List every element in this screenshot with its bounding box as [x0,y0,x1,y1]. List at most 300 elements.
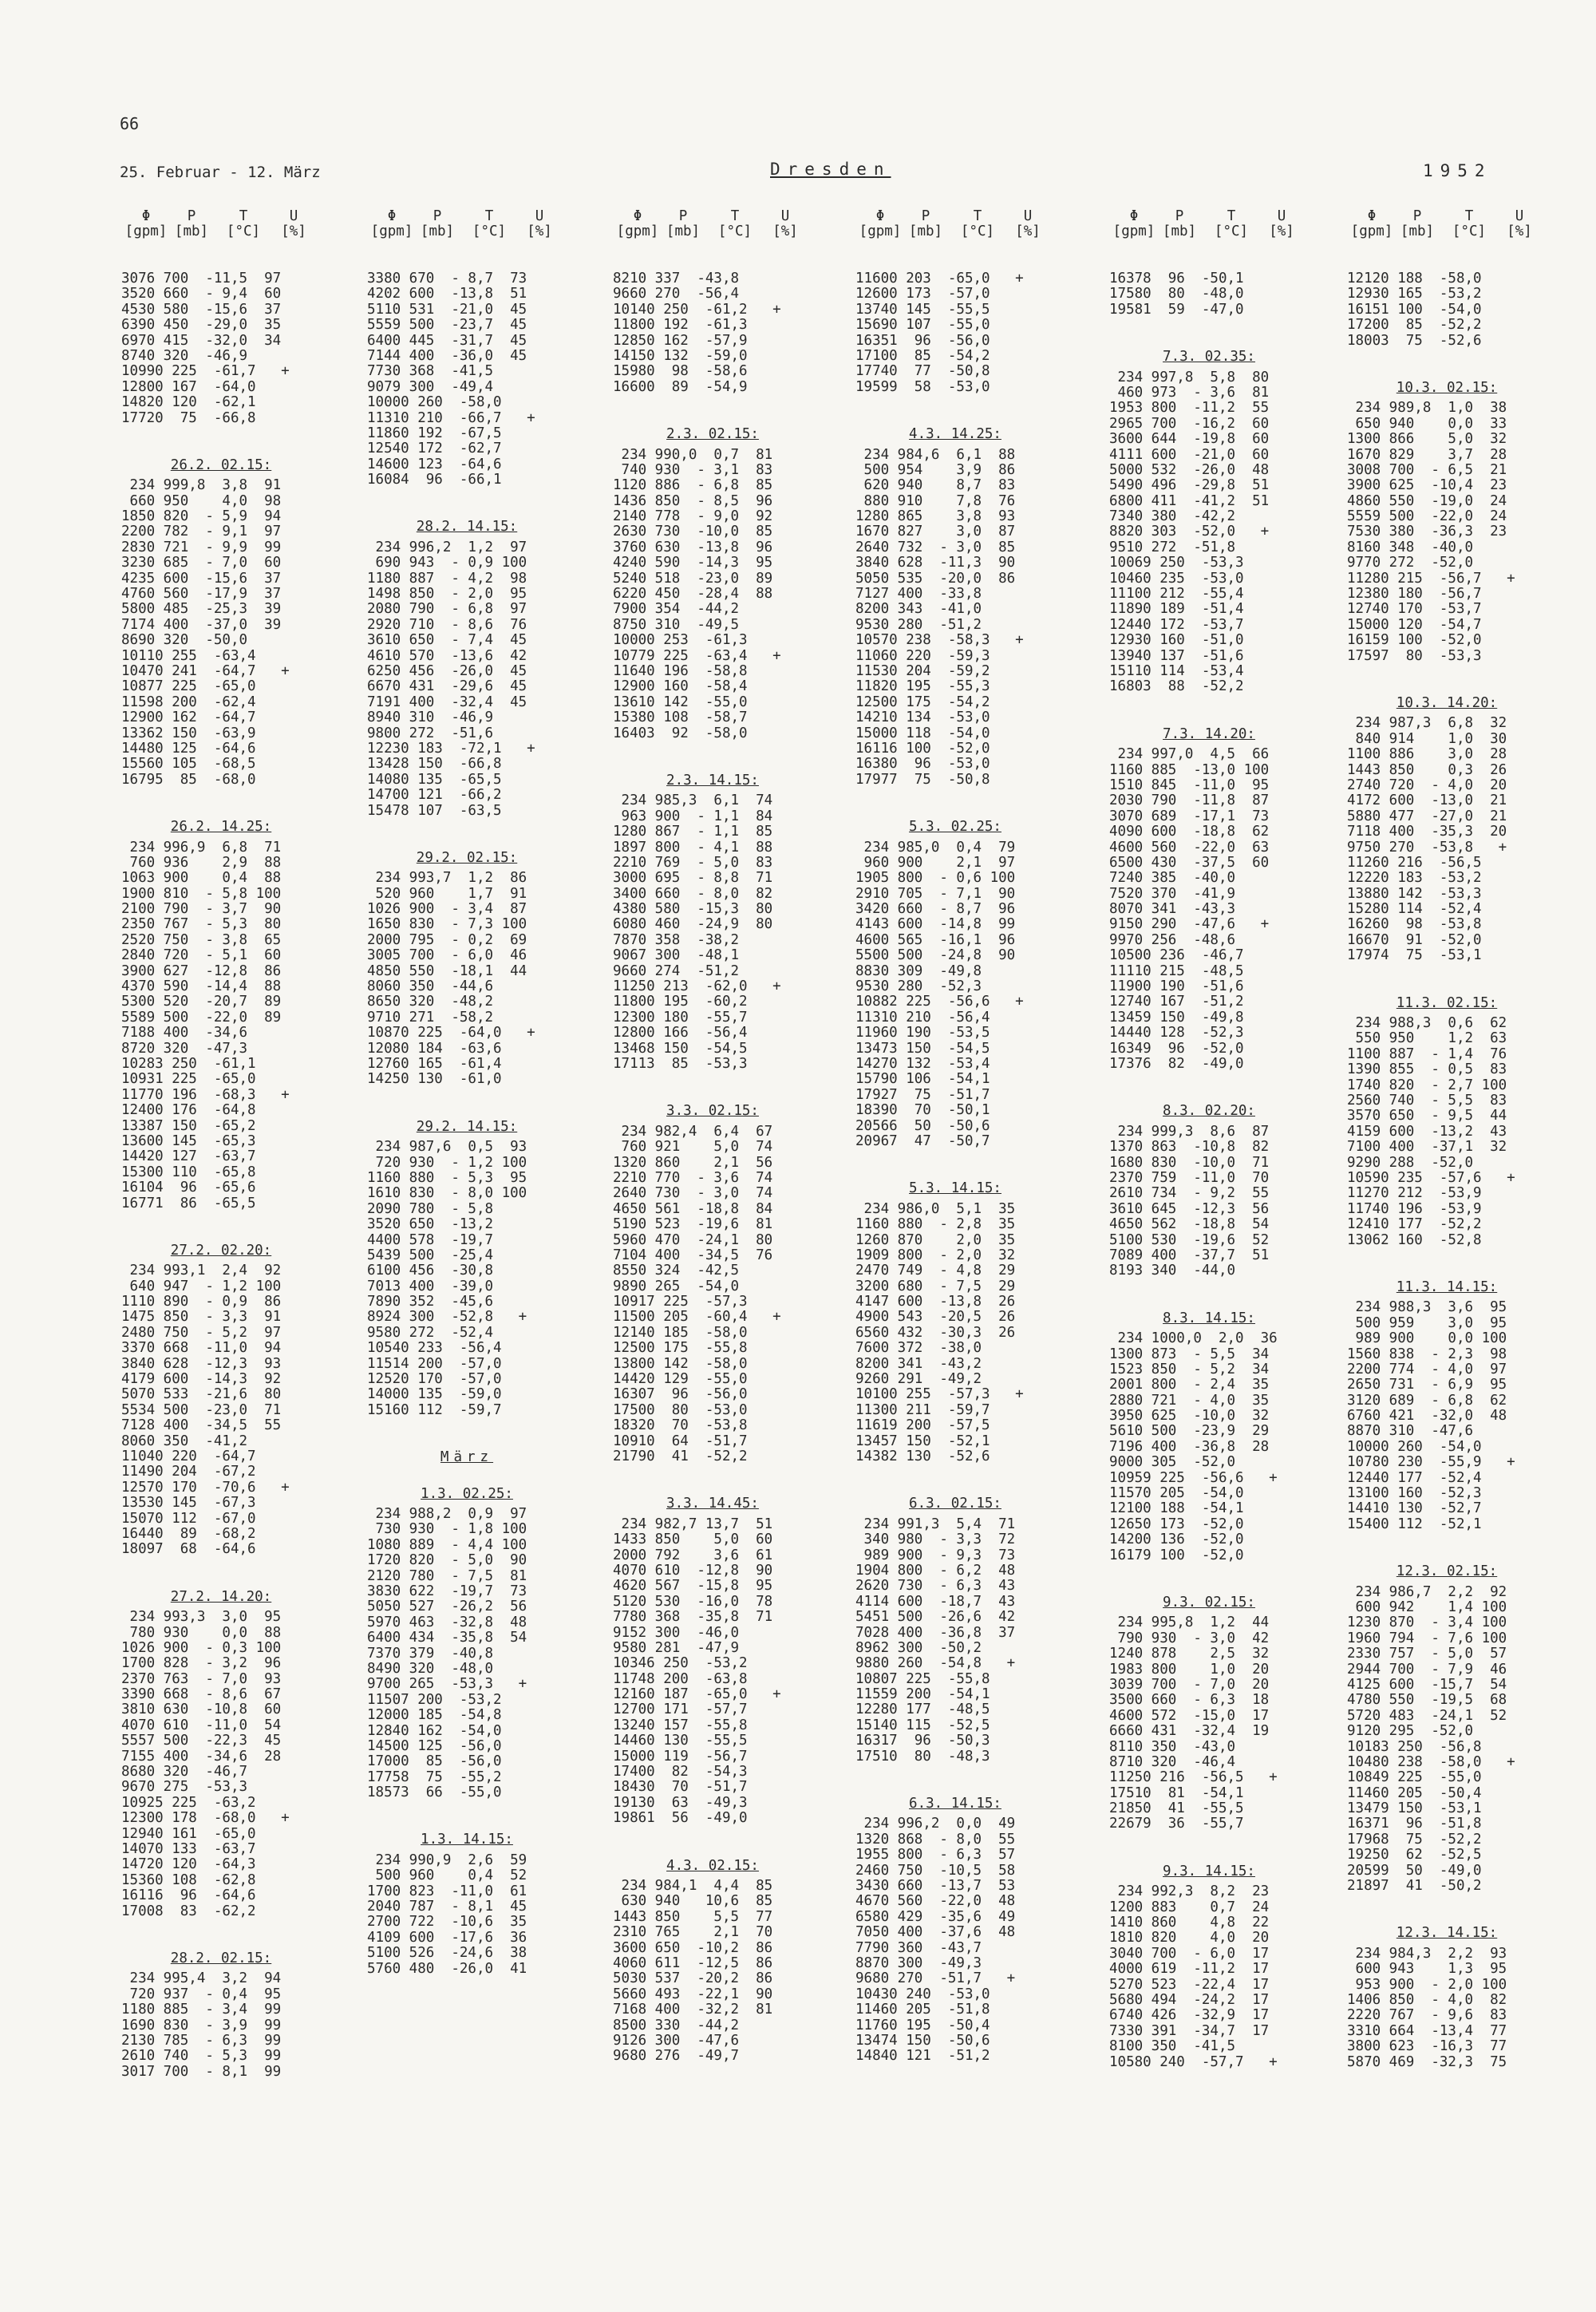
data-row: 2350 767 - 5,3 80 [121,916,282,933]
data-row: 16378 96 -50,1 [1109,271,1244,287]
data-row: 4202 600 -13,8 51 [367,286,527,302]
data-row: 4179 600 -14,3 92 [121,1371,282,1388]
header-symbol: P [921,208,930,224]
data-row: 760 921 5,0 74 [613,1139,773,1156]
data-row: 2700 722 -10,6 35 [367,1914,527,1931]
data-row: 15380 108 -58,7 [613,709,748,726]
data-row: 12650 173 -52,0 [1109,1516,1244,1532]
data-row: 6970 415 -32,0 34 [121,332,282,349]
data-row: 780 930 0,0 88 [121,1624,282,1641]
data-row: 4600 560 -22,0 63 [1109,839,1270,856]
data-row: 5557 500 -22,3 45 [121,1733,282,1749]
sounding-time-title: 4.3. 02.15: [666,1857,759,1874]
data-row: 4060 611 -12,5 86 [613,1954,773,1971]
data-row: 11500 205 -60,4 + [613,1309,781,1326]
data-row: 234 986,7 2,2 92 [1347,1583,1507,1600]
sounding-time-title: 12.3. 14.15: [1396,1925,1498,1942]
data-row: 10283 250 -61,1 [121,1056,256,1072]
header-symbol: Φ [1367,208,1377,224]
data-row: 8500 330 -44,2 [613,2017,740,2033]
data-row: 6800 411 -41,2 51 [1109,492,1270,509]
data-row: 3120 689 - 6,8 62 [1347,1392,1507,1409]
data-row: 2100 790 - 3,7 90 [121,901,282,918]
data-row: 17758 75 -55,2 [367,1769,502,1785]
data-row: 880 910 7,8 76 [855,492,1016,509]
data-row: 10480 238 -58,0 + [1347,1753,1515,1770]
data-row: 16317 96 -50,3 [855,1733,990,1749]
data-row: 12570 170 -70,6 + [121,1479,290,1496]
data-row: 2200 774 - 4,0 97 [1347,1361,1507,1377]
data-row: 3230 685 - 7,0 60 [121,555,282,571]
data-row: 11260 216 -56,5 [1347,854,1482,871]
data-row: 15000 118 -54,0 [855,725,990,741]
data-row: 2140 778 - 9,0 92 [613,508,773,525]
header-unit: [mb] [1400,223,1435,239]
data-row: 7870 358 -38,2 [613,931,740,948]
data-row: 1260 870 2,0 35 [855,1231,1016,1248]
data-row: 2460 750 -10,5 58 [855,1862,1016,1879]
data-row: 9530 280 -51,2 [855,616,982,633]
data-row: 234 988,2 0,9 97 [367,1506,527,1523]
header-symbol: P [187,208,196,224]
data-row: 13740 145 -55,5 [855,301,990,318]
data-row: 16795 85 -68,0 [121,771,256,788]
data-row: 12410 177 -52,2 [1347,1216,1482,1233]
column-header-u [1500,209,1539,239]
sounding-time-title: 27.2. 14.20: [170,1588,272,1605]
data-row: 234 993,7 1,2 86 [367,870,527,887]
sounding-time-title: 3.3. 14.45: [666,1496,759,1512]
data-row: 3310 664 -13,4 77 [1347,2022,1507,2039]
data-row: 3070 689 -17,1 73 [1109,808,1270,824]
data-row: 1200 883 0,7 24 [1109,1899,1270,1915]
data-row: 20566 50 -50,6 [855,1117,990,1134]
data-row: 4900 543 -20,5 26 [855,1309,1016,1326]
data-row: 10780 230 -55,9 + [1347,1454,1515,1471]
header-symbol: U [1023,208,1033,224]
data-row: 14420 129 -55,0 [613,1371,748,1388]
data-row: 12700 171 -57,7 [613,1701,748,1718]
data-row: 234 984,3 2,2 93 [1347,1945,1507,1962]
data-row: 234 985,0 0,4 79 [855,839,1016,856]
column-header-u [766,209,804,239]
data-row: 14820 120 -62,1 [121,394,256,411]
data-row: 11890 189 -51,4 [1109,601,1244,618]
header-symbol: Φ [1129,208,1139,224]
data-row: 9710 271 -58,2 [367,1009,494,1026]
data-row: 12760 165 -61,4 [367,1056,502,1072]
data-row: 11800 195 -60,2 [613,994,748,1010]
data-row: 3380 670 - 8,7 73 [367,271,527,287]
data-row: 8550 324 -42,5 [613,1263,740,1279]
data-row: 21850 41 -55,5 [1109,1800,1244,1817]
data-row: 1690 830 - 3,9 99 [121,2017,282,2033]
header-symbol: T [484,208,494,224]
data-row: 234 997,0 4,5 66 [1109,746,1270,763]
data-row: 9680 270 -51,7 + [855,1970,1016,1987]
data-row: 16179 100 -52,0 [1109,1547,1244,1563]
sounding-time-title: 27.2. 02.20: [170,1242,272,1259]
sounding-time-title: 3.3. 02.15: [666,1103,759,1120]
data-row: 2370 763 - 7,0 93 [121,1670,282,1687]
data-row: 5960 470 -24,1 80 [613,1231,773,1248]
data-row: 10540 233 -56,4 [367,1340,502,1357]
data-row: 5534 500 -23,0 71 [121,1401,282,1418]
data-row: 14200 136 -52,0 [1109,1531,1244,1548]
header-unit: [gpm] [124,223,168,239]
data-row: 10069 250 -53,3 [1109,555,1244,571]
data-row: 6250 456 -26,0 45 [367,663,527,679]
data-row: 5190 523 -19,6 81 [613,1216,773,1233]
data-row: 11514 200 -57,0 [367,1355,502,1372]
column-header [367,209,571,239]
data-row: 234 982,4 6,4 67 [613,1123,773,1140]
data-row: 9660 270 -56,4 [613,286,740,302]
data-row: 14270 132 -53,4 [855,1056,990,1072]
data-row: 12940 161 -65,0 [121,1825,256,1842]
data-row: 8110 350 -43,0 [1109,1738,1236,1755]
data-row: 1443 850 5,5 77 [613,1908,773,1925]
data-row: 1320 868 - 8,0 55 [855,1831,1016,1848]
data-row: 15000 120 -54,7 [1347,616,1482,633]
data-row: 6100 456 -30,8 [367,1263,494,1279]
data-row: 234 992,3 8,2 23 [1109,1883,1270,1900]
data-row: 2000 795 - 0,2 69 [367,931,527,948]
data-row: 17510 80 -48,3 [855,1748,990,1765]
data-row: 2620 730 - 6,3 43 [855,1578,1016,1595]
data-row: 840 914 1,0 30 [1347,730,1507,747]
data-row: 1670 829 3,7 28 [1347,446,1507,463]
data-row: 5800 485 -25,3 39 [121,601,282,618]
data-row: 11040 220 -64,7 [121,1448,256,1464]
data-row: 234 989,8 1,0 38 [1347,400,1507,417]
data-row: 1700 823 -11,0 61 [367,1883,527,1899]
data-row: 8210 337 -43,8 [613,271,740,287]
data-row: 16151 100 -54,0 [1347,301,1482,318]
data-row: 14382 130 -52,6 [855,1448,990,1464]
data-column [121,209,361,2112]
data-row: 3900 625 -10,4 23 [1347,477,1507,494]
data-row: 14500 125 -56,0 [367,1737,502,1754]
data-row: 12800 166 -56,4 [613,1025,748,1041]
header-symbol: T [1464,208,1474,224]
data-row: 4125 600 -15,7 54 [1347,1676,1507,1693]
data-row: 8690 320 -50,0 [121,632,248,649]
page-number: 66 [120,114,140,133]
data-row: 6560 432 -30,3 26 [855,1324,1016,1341]
header-unit: [%] [527,223,552,239]
data-row: 13530 145 -67,3 [121,1495,256,1512]
data-row: 12900 162 -64,7 [121,709,256,726]
data-row: 7089 400 -37,7 51 [1109,1247,1270,1263]
data-row: 4760 560 -17,9 37 [121,586,282,603]
data-row: 234 996,2 0,0 49 [855,1816,1016,1832]
data-row: 8650 320 -48,2 [367,994,494,1010]
data-row: 1300 866 5,0 32 [1347,431,1507,448]
data-row: 12140 185 -58,0 [613,1324,748,1341]
data-row: 9670 275 -53,3 [121,1779,248,1796]
data-row: 12850 162 -57,9 [613,332,748,349]
sounding-block [1109,1864,1349,2070]
data-row: 17113 85 -53,3 [613,1056,748,1072]
data-row: 10570 238 -58,3 + [855,632,1024,649]
data-row: 8060 350 -44,6 [367,978,494,995]
data-row: 7144 400 -36,0 45 [367,347,527,364]
data-row: 14460 130 -55,5 [613,1733,748,1749]
data-row: 234 988,3 3,6 95 [1347,1299,1507,1316]
data-row: 2030 790 -11,8 87 [1109,792,1270,809]
data-row: 4860 550 -19,0 24 [1347,492,1507,509]
data-row: 5870 469 -32,3 75 [1347,2053,1507,2070]
data-row: 4650 562 -18,8 54 [1109,1216,1270,1233]
sounding-time-title: 1.3. 14.15: [421,1832,513,1848]
data-row: 13459 150 -49,8 [1109,1009,1244,1026]
data-row: 18097 68 -64,6 [121,1541,256,1558]
data-row: 10917 225 -57,3 [613,1294,748,1310]
data-row: 10931 225 -65,0 [121,1071,256,1088]
data-row: 13100 160 -52,3 [1347,1485,1482,1502]
data-row: 5680 494 -24,2 17 [1109,1991,1270,2008]
data-row: 2040 787 - 8,1 45 [367,1899,527,1915]
data-row: 11250 213 -62,0 + [613,978,781,995]
data-row: 9260 291 -49,2 [855,1371,982,1388]
data-row: 16116 100 -52,0 [855,740,990,757]
data-row: 9580 281 -47,9 [613,1639,740,1656]
data-row: 2310 765 2,1 70 [613,1924,773,1941]
data-row: 10183 250 -56,8 [1347,1738,1482,1755]
data-row: 18003 75 -52,6 [1347,332,1482,349]
data-row: 1475 850 - 3,3 91 [121,1309,282,1326]
sounding-block [121,271,361,426]
data-row: 1810 820 4,0 20 [1109,1930,1270,1946]
data-row: 1953 800 -11,2 55 [1109,400,1270,417]
data-row: 1740 820 - 2,7 100 [1347,1077,1507,1093]
data-row: 13479 150 -53,1 [1347,1800,1482,1817]
data-row: 4172 600 -13,0 21 [1347,792,1507,809]
data-row: 9770 272 -52,0 [1347,555,1474,571]
data-row: 3500 660 - 6,3 18 [1109,1692,1270,1709]
data-row: 5500 500 -24,8 90 [855,947,1016,964]
column-header-phi [1347,209,1396,239]
data-row: 2001 800 - 2,4 35 [1109,1377,1270,1393]
header-symbol: U [1277,208,1286,224]
data-row: 234 982,7 13,7 51 [613,1516,773,1532]
data-row: 13457 150 -52,1 [855,1433,990,1449]
data-row: 4400 578 -19,7 [367,1231,494,1248]
data-row: 989 900 - 9,3 73 [855,1547,1016,1563]
column-header-p [662,209,704,239]
header-symbol: U [1515,208,1524,224]
data-row: 10807 225 -55,8 [855,1670,990,1687]
data-row: 9150 290 -47,6 + [1109,916,1270,933]
data-row: 4850 550 -18,1 44 [367,962,527,979]
header-unit: [%] [1015,223,1041,239]
data-row: 234 993,3 3,0 95 [121,1609,282,1626]
column-header-phi [1109,209,1159,239]
sounding-time-title: 7.3. 02.35: [1163,349,1255,366]
data-row: 15980 98 -58,6 [613,363,748,380]
data-row: 3390 668 - 8,6 67 [121,1686,282,1703]
data-row: 2740 720 - 4,0 20 [1347,777,1507,793]
data-row: 12930 165 -53,2 [1347,286,1482,302]
date-range: 25. Februar - 12. März [120,164,321,181]
sounding-time-title: 26.2. 02.15: [170,456,272,473]
data-column [1109,209,1349,2102]
data-row: 11559 200 -54,1 [855,1686,990,1703]
sounding-block [121,1951,361,2080]
sounding-block [1109,1104,1349,1279]
data-row: 8740 320 -46,9 [121,347,248,364]
data-row: 16440 89 -68,2 [121,1525,256,1542]
sounding-block [613,271,852,395]
data-row: 4670 560 -22,0 48 [855,1893,1016,1910]
data-row: 600 942 1,4 100 [1347,1599,1507,1615]
header-unit: [mb] [420,223,455,239]
sounding-block [613,427,852,741]
data-row: 4109 600 -17,6 36 [367,1929,527,1946]
data-row: 12840 162 -54,0 [367,1722,502,1739]
data-row: 8200 341 -43,2 [855,1355,982,1372]
header-unit: [°C] [472,223,507,239]
data-row: 1080 889 - 4,4 100 [367,1536,527,1553]
header-symbol: P [678,208,688,224]
data-row: 8962 300 -50,2 [855,1639,982,1656]
data-row: 7890 352 -45,6 [367,1294,494,1310]
sounding-time-title: 1.3. 02.25: [421,1485,513,1502]
data-row: 6580 429 -35,6 49 [855,1908,1016,1925]
data-row: 17000 85 -56,0 [367,1753,502,1770]
data-row: 7013 400 -39,0 [367,1278,494,1294]
data-row: 5720 483 -24,1 52 [1347,1707,1507,1724]
data-column [1347,209,1586,2102]
data-row: 3000 695 - 8,8 71 [613,870,773,887]
data-row: 5240 518 -23,0 89 [613,570,773,587]
sounding-block [367,520,606,818]
data-row: 5439 500 -25,4 [367,1247,494,1263]
data-row: 5589 500 -22,0 89 [121,1009,282,1026]
data-row: 14250 130 -61,0 [367,1071,502,1088]
data-row: 17968 75 -52,2 [1347,1831,1482,1848]
data-row: 2640 730 - 3,0 74 [613,1185,773,1202]
data-row: 1720 820 - 5,0 90 [367,1552,527,1569]
data-row: 4780 550 -19,5 68 [1347,1692,1507,1709]
data-row: 11100 212 -55,4 [1109,586,1244,603]
data-row: 2480 750 - 5,2 97 [121,1324,282,1341]
data-row: 2560 740 - 5,5 83 [1347,1093,1507,1109]
data-row: 13610 142 -55,0 [613,694,748,710]
column-header-u [275,209,313,239]
sounding-block [1347,1926,1586,2070]
data-row: 17977 75 -50,8 [855,771,990,788]
data-row: 11060 220 -59,3 [855,647,990,664]
data-row: 14440 128 -52,3 [1109,1025,1244,1041]
data-row: 2610 740 - 5,3 99 [121,2048,282,2065]
data-row: 13800 142 -58,0 [613,1355,748,1372]
data-row: 17597 80 -53,3 [1347,647,1482,664]
data-row: 234 984,1 4,4 85 [613,1878,773,1895]
data-row: 9067 300 -48,1 [613,947,740,964]
data-row: 2610 734 - 9,2 55 [1109,1185,1270,1202]
data-row: 1436 850 - 8,5 96 [613,492,773,509]
data-row: 10500 236 -46,7 [1109,947,1244,964]
sounding-block [855,271,1095,395]
data-row: 5050 527 -26,2 56 [367,1599,527,1615]
sounding-block [367,851,606,1088]
data-row: 11770 196 -68,3 + [121,1086,290,1103]
data-row: 17974 75 -53,1 [1347,947,1482,964]
data-row: 7240 385 -40,0 [1109,870,1236,887]
sounding-time-title: 12.3. 02.15: [1396,1563,1498,1580]
data-row: 7100 400 -37,1 32 [1347,1139,1507,1156]
data-row: 16116 96 -64,6 [121,1887,256,1904]
data-row: 12500 175 -54,2 [855,694,990,710]
data-row: 5300 520 -20,7 89 [121,994,282,1010]
column-header-p [171,209,212,239]
header-unit: [°C] [960,223,995,239]
data-row: 9079 300 -49,4 [367,378,494,395]
data-row: 21790 41 -52,2 [613,1448,748,1464]
sounding-block [1109,1595,1349,1832]
data-row: 14070 133 -63,7 [121,1841,256,1857]
sounding-time-title: 5.3. 02.25: [909,819,1001,836]
data-row: 14600 123 -64,6 [367,456,502,472]
data-row: 11300 211 -59,7 [855,1401,990,1418]
data-row: 4000 619 -11,2 17 [1109,1961,1270,1978]
data-row: 15400 112 -52,1 [1347,1516,1482,1532]
data-row: 660 950 4,0 98 [121,492,282,509]
data-row: 4070 610 -12,8 90 [613,1562,773,1579]
column-header-t [704,209,766,239]
data-row: 10882 225 -56,6 + [855,994,1024,1010]
data-row: 234 996,2 1,2 97 [367,539,527,555]
data-row: 22679 36 -55,7 [1109,1816,1244,1832]
column-header-u [520,209,559,239]
data-row: 10110 255 -63,4 [121,647,256,664]
data-row: 11280 215 -56,7 + [1347,570,1515,587]
data-row: 12230 183 -72,1 + [367,740,535,757]
data-row: 16084 96 -66,1 [367,472,502,488]
data-row: 3040 700 - 6,0 17 [1109,1945,1270,1962]
sounding-block [613,1496,852,1826]
data-row: 15280 114 -52,4 [1347,901,1482,918]
data-row: 8750 310 -49,5 [613,616,740,633]
data-row: 14150 132 -59,0 [613,347,748,364]
data-row: 10460 235 -53,0 [1109,570,1244,587]
data-row: 5559 500 -23,7 45 [367,317,527,334]
data-row: 7155 400 -34,6 28 [121,1748,282,1765]
column-header-p [905,209,946,239]
data-row: 7340 380 -42,2 [1109,508,1236,525]
data-row: 234 991,3 5,4 71 [855,1516,1016,1532]
column-header-phi [613,209,662,239]
data-row: 5070 533 -21,6 80 [121,1386,282,1403]
header-unit: [°C] [1452,223,1487,239]
header-symbol: Φ [387,208,397,224]
data-row: 7520 370 -41,9 [1109,885,1236,902]
data-row: 690 943 - 0,9 100 [367,555,527,571]
sounding-block [855,1181,1095,1464]
data-row: 3420 660 - 8,7 96 [855,901,1016,918]
data-row: 9290 288 -52,0 [1347,1154,1474,1171]
data-row: 7196 400 -36,8 28 [1109,1438,1270,1455]
data-row: 17740 77 -50,8 [855,363,990,380]
data-row: 953 900 - 2,0 100 [1347,1976,1507,1993]
header-unit: [gpm] [370,223,413,239]
data-row: 2080 790 - 6,8 97 [367,601,527,618]
sounding-block [1109,727,1349,1073]
sounding-block [121,1243,361,1558]
data-row: 2130 785 - 6,3 99 [121,2032,282,2049]
